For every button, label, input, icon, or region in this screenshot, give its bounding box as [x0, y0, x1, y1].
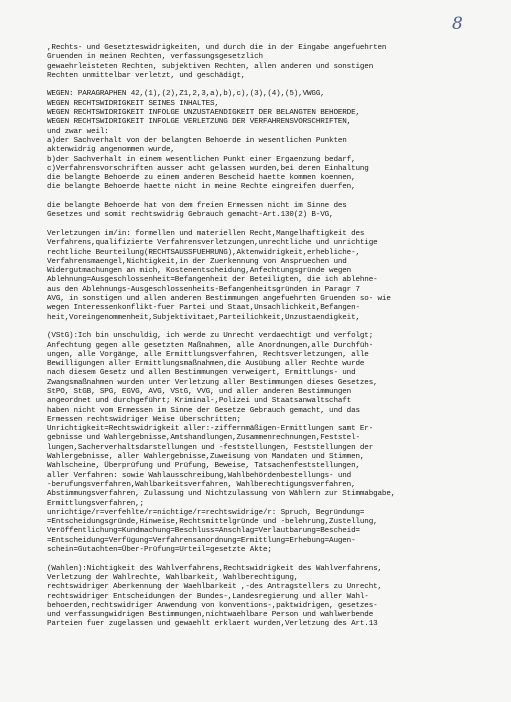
text-line: heit,Voreingenommenheit,Subjektivitaet,Parteilichkeit,Unzustaendigkeit,	[47, 313, 360, 322]
text-line: Ermessen rechtswidriger Weise überschritten;	[47, 415, 241, 424]
text-line: angeordnet und durchgeführt; Kriminal-,Polizei und Staatsanwaltschaft	[47, 397, 352, 406]
text-line: (VStG):Ich bin unschuldig, ich werde zu Unrecht verdaechtigt und verfolgt;	[47, 332, 374, 341]
text-line: Widergutmachungen an mich, Kostenentscheidung,Anfechtungsgründe wegen	[47, 267, 352, 276]
text-line: WEGEN RECHTSWIDRIGKEIT SEINES INHALTES,	[47, 99, 219, 108]
text-line: rechtswidriger Entscheidungen der Bundes-,Landesregierung und aller Wahl-	[47, 592, 369, 601]
text-line: schein=Gutachten=Über-Prüfung=Urteil=gesetzte Akte;	[47, 546, 272, 555]
text-line: haben nicht vom Ermessen im Sinne der Gesetze Gebrauch gemacht, und das	[47, 406, 360, 415]
text-line: b)der Sachverhalt in einem wesentlichen Punkt einer Ergaenzung bedarf,	[47, 155, 356, 164]
text-line: Veröffentlichung=Kundmachung=Beschluss=Anschlag=Verlautbarung=Bescheid=	[47, 527, 360, 536]
text-line: Verfahrens,qualifizierte Verfahrensverletzungen,unrechtliche und unrichtige	[47, 239, 378, 248]
text-line: StPO, StGB, SPG, EGVG, AVG, VStG, VVG, und aller anderen Bestimmungen	[47, 387, 352, 396]
text-line: die belangte Behoerde haette nicht in meine Rechte eingreifen duerfen,	[47, 183, 356, 192]
text-line: WEGEN RECHTSWIDRIGKEIT INFOLGE UNZUSTAENDIGKEIT DER BELANGTEN BEHOERDE,	[47, 109, 360, 118]
paragraph	[47, 90, 497, 192]
text-line: c)Verfahrensvorschriften ausser acht gelassen wurden,bei deren Einhaltung	[47, 164, 369, 173]
text-line: unrichtige/r=verfehlte/r=nichtige/r=rechtswidrige/r: Spruch, Begründung=	[47, 508, 365, 517]
text-line: und verfassungwidrigen Bestimmungen,nichtwaehlbare Person und wahlwerbende	[47, 611, 374, 620]
text-line: Anfechtung gegen alle gesetzten Maßnahmen, alle Anordnungen,alle Durchfüh-	[47, 341, 374, 350]
text-line: Abstimmungsverfahren, Zulassung und Nichtzulassung von Wählern zur Stimmabgabe,	[47, 490, 396, 499]
text-line: lungen,Sacherverhaltsdarstellungen und -feststellungen, Feststellungen der	[47, 443, 374, 452]
text-line: Wahlscheine, Überprüfung und Prüfung, Beweise, Tatsachenfeststellungen,	[47, 462, 360, 471]
paragraph	[47, 202, 497, 221]
text-line: ,Rechts- und Gesetzteswidrigkeiten, und durch die in der Eingabe angefuehrten	[47, 44, 387, 52]
text-line: ungen, alle Vorgänge, alle Ermittlungsverfahren, Rechtsverletzungen, alle	[47, 350, 369, 359]
text-line: Zwangsmaßnahmen wurden unter Verletzung aller Bestimmungen dieses Gesetzes,	[47, 378, 378, 387]
text-line: Parteien fuer zugelassen und gewaehlt erklaert wurden,Verletzung des Art.13	[47, 620, 378, 629]
text-line: die belangte Behoerde hat von dem freien Ermessen nicht im Sinne des	[47, 202, 347, 211]
text-line: aktenwidrig angenommen wurde,	[47, 146, 175, 155]
text-line: Wahlergebnisse, aller Wahlergebnisse,Zuweisung von Mandaten und Stimmen,	[47, 453, 365, 462]
text-line: Rechten unmittelbar verletzt, und geschädigt,	[47, 71, 246, 80]
text-line: WEGEN: PARAGRAPHEN 42,(1),(2),Z1,2,3,a),b),c),(3),(4),(5),VWGG,	[47, 90, 325, 99]
page-number: 8	[452, 14, 463, 34]
text-line: aller Verfahren: sowie Wahlausschreibung,Wahlbehördenbestellungs- und	[47, 471, 352, 480]
text-line: behoerden,rechtswidriger Anwendung von konventions-,paktwidrigen, gesetzes-	[47, 601, 378, 610]
paragraph	[47, 44, 497, 81]
text-line: a)der Sachverhalt von der belangten Behoerde in wesentlichen Punkten	[47, 136, 347, 145]
text-line: die belangte Behoerde zu einem anderen Bescheid haette kommen koennen,	[47, 174, 356, 183]
text-line: -berufungsverfahren,Wahlbarkeitsverfahren, Wahlberechtigungsverfahren,	[47, 480, 356, 489]
text-line: Verfahrensmaengel,Nichtigkeit,in der Zuerkennung von Anspruechen und	[47, 257, 347, 266]
text-line: (Wahlen):Nichtigkeit des Wahlverfahrens,Rechtswidrigkeit des Wahlverfahrens,	[47, 564, 382, 573]
text-line: WEGEN RECHTSWIDRIGKEIT INFOLGE VERLETZUNG DER VERFAHRENSVORSCHRIFTEN,	[47, 118, 352, 127]
document-body	[47, 44, 497, 639]
text-line: und zwar weil:	[47, 127, 109, 136]
text-line: Verletzungen im/in: formellen und materiellen Recht,Mangelhaftigkeit des	[47, 229, 365, 238]
paragraph	[47, 332, 497, 555]
text-line: =Entscheidung=Verfügung=Verfahrensanordnung=Ermittlung=Erhebung=Augen-	[47, 536, 356, 545]
paragraph	[47, 565, 497, 630]
paragraph	[47, 230, 497, 323]
text-line: wegen Interessenkonflikt-fuer Partei und Staat,Unsachlichkeit,Befangen-	[47, 304, 360, 313]
text-line: =Entscheidungsgründe,Hinweise,Rechtsmittelgründe und -belehrung,Zustellung,	[47, 518, 378, 527]
text-line: gebnisse und Wahlergebnisse,Amtshandlungen,Zusammenrechnungen,Feststel-	[47, 434, 360, 443]
text-line: Verletzung der Wahlrechte, Wahlbarkeit, Wahlberechtigung,	[47, 573, 299, 582]
text-line: aus den Ablehnungs-Ausgeschlossenheits-Befangenheitsgründen in Paragr 7	[47, 285, 360, 294]
text-line: Unrichtigkeit=Rechtswidrigkeit aller:-ziffernmäßigen-Ermittlungen samt Er-	[47, 425, 374, 434]
text-line: Ablehnung=Ausgeschlossenheit=Befangenheit der Beteiligten, die ich ablehne-	[47, 276, 378, 285]
text-line: rechtliche Beurteilung(RECHTSAUSSFUEHRUNG),Aktenwidrigkeit,erhebliche-,	[47, 248, 360, 257]
text-line: rechtswidriger Aberkennung der Waehlbarkeit ,-des Antragstellers zu Unrecht,	[47, 583, 382, 592]
text-line: nach diesem Gesetz und allen Bestimmungen verweigert, Ermittlungs- und	[47, 369, 356, 378]
text-line: Bewilligungen aller Ermittlungsmaßnahmen,die Ausübung aller Rechte wurde	[47, 360, 365, 369]
text-line: Ermittlungsverfahren,;	[47, 499, 144, 508]
text-line: AVG, in sonstigen und allen anderen Bestimmungen angefuehrten Gruenden so- wie	[47, 295, 391, 304]
text-line: Gesetzes und somit rechtswidrig Gebrauch gemacht-Art.130(2) B-VG,	[47, 211, 334, 220]
text-line: gewaehrleisteten Rechten, subjektiven Rechten, allen anderen und sonstigen	[47, 62, 374, 71]
text-line: Gruenden in meinen Rechten, verfassungsgesetzlich	[47, 53, 263, 62]
